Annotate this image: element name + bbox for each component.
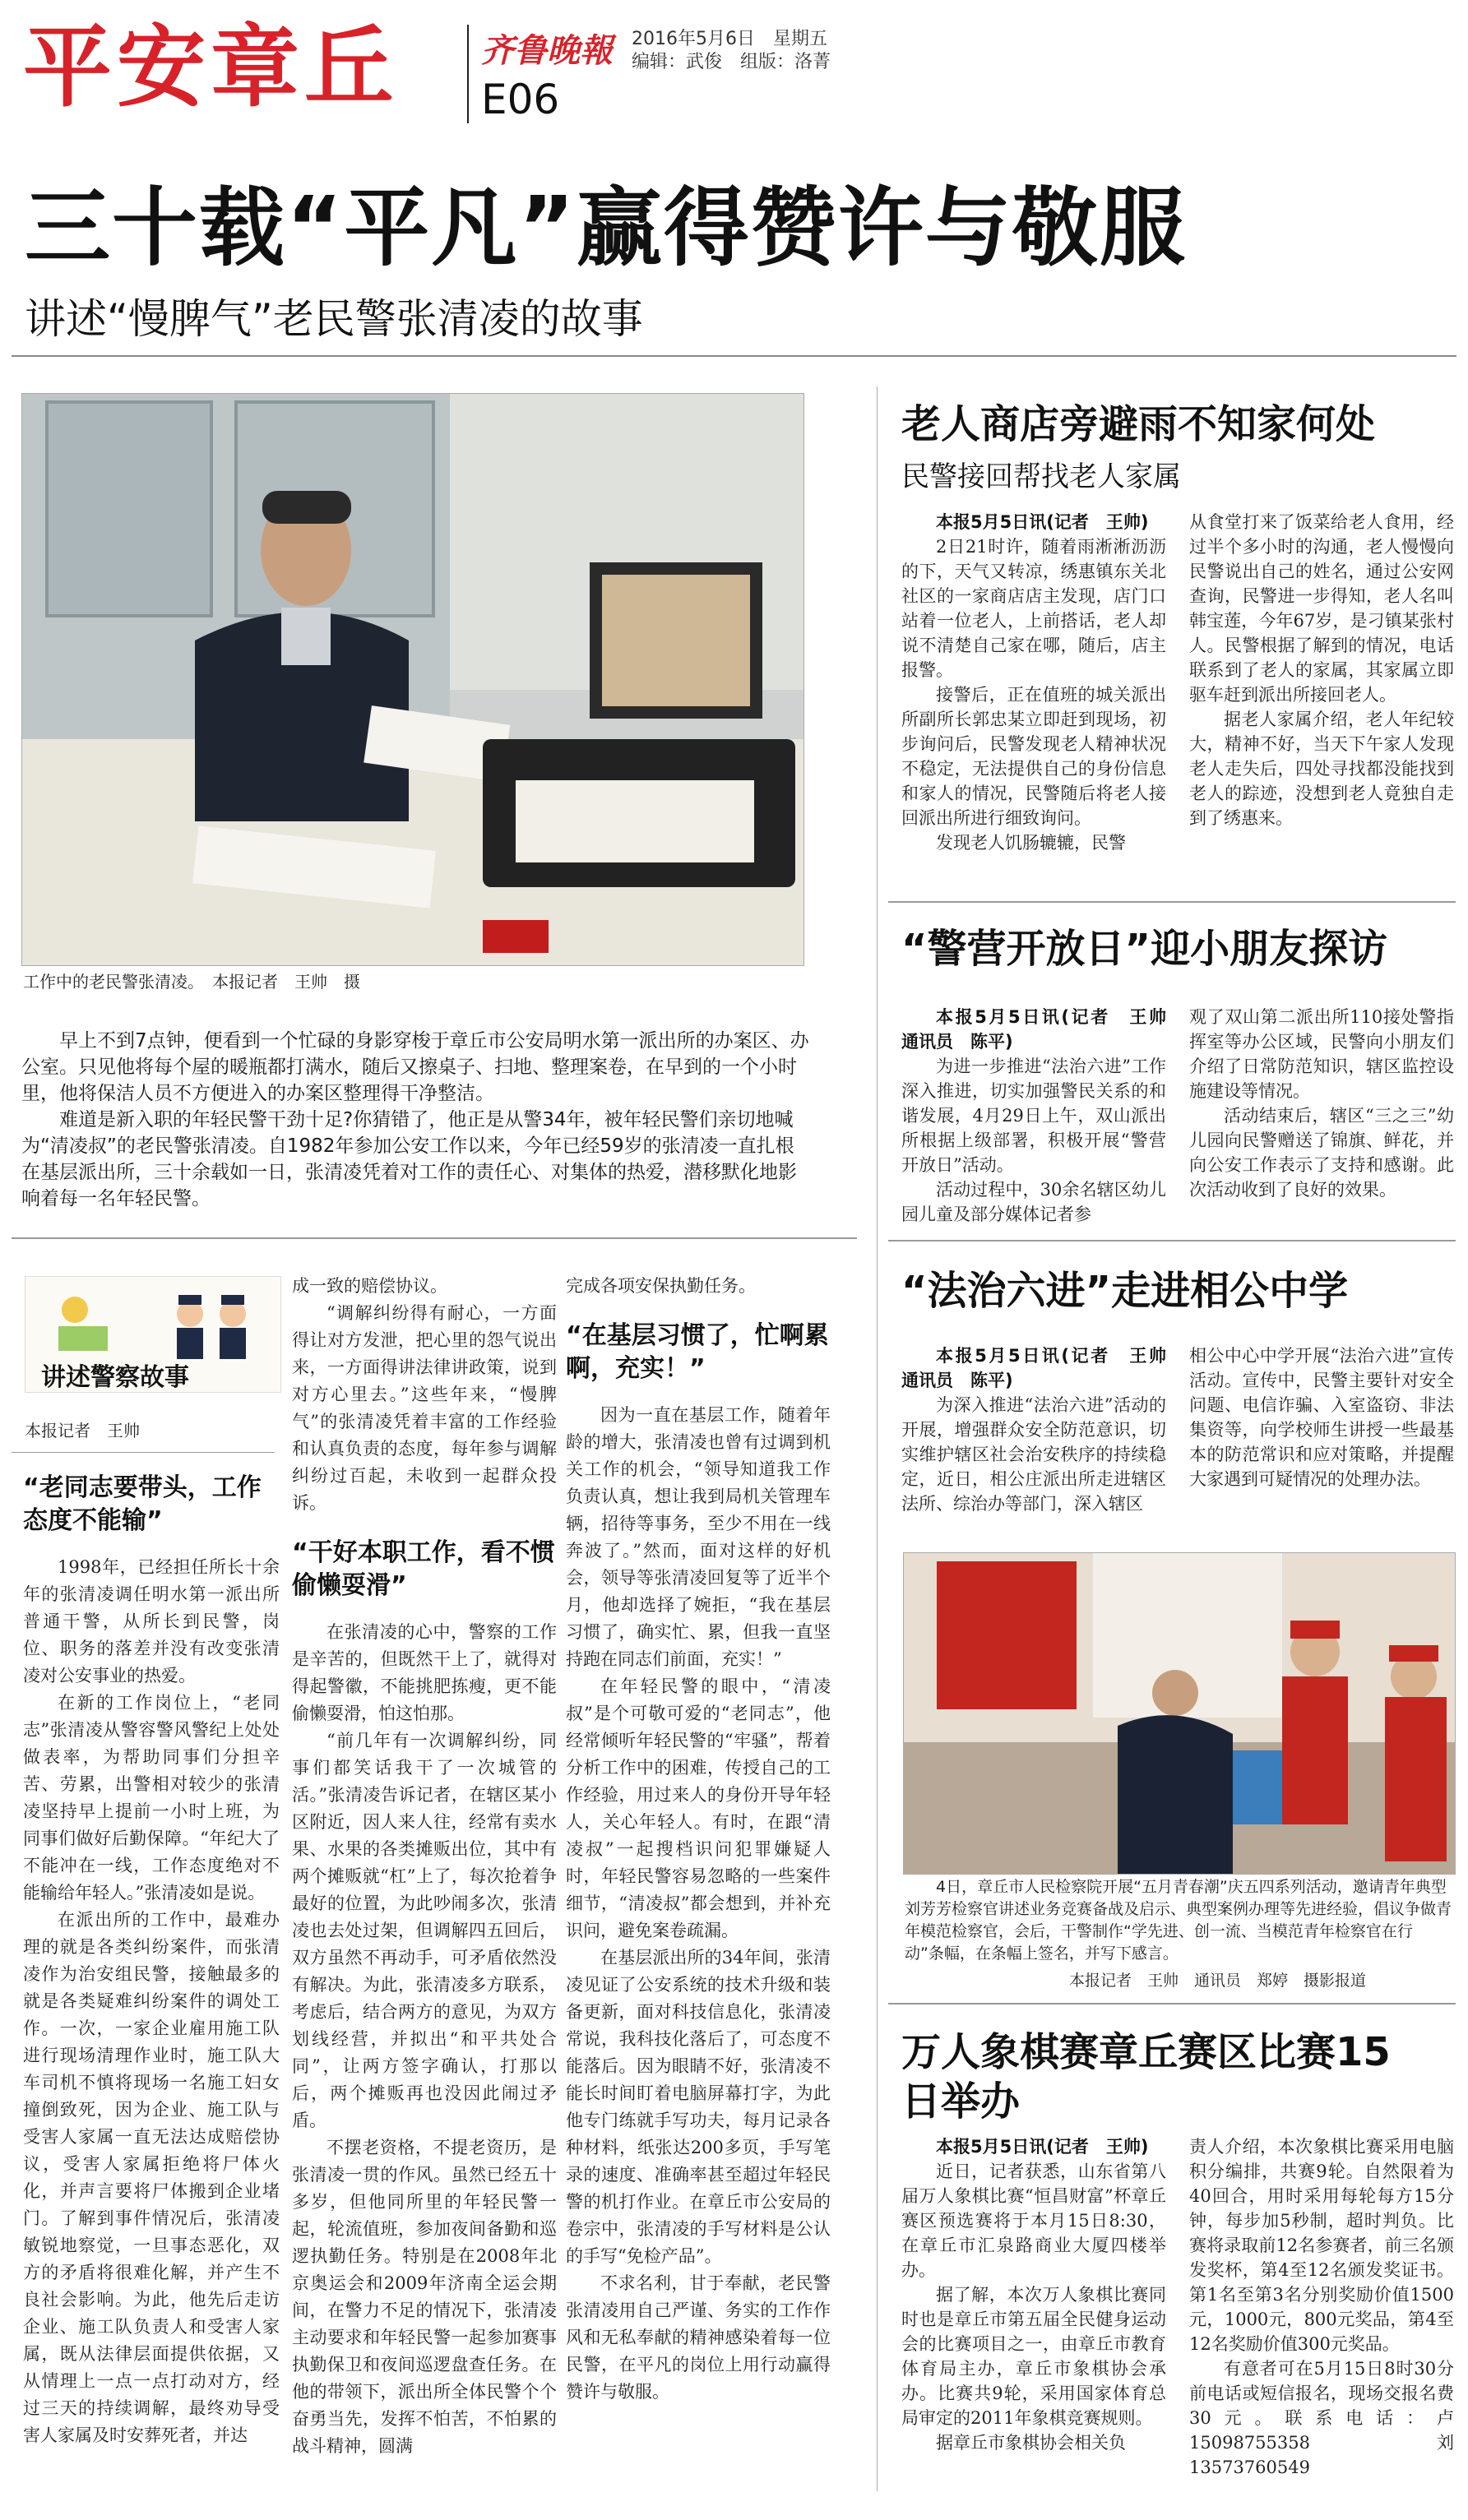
story-paragraph: 活动结束后，辖区“三之三”幼儿园向民警赠送了锦旗、鲜花，并向公安工作表示了支持和感谢。此次活动收到了良好的效果。 bbox=[1189, 1106, 1454, 1200]
editor-credits: 编辑：武俊 组版：洛菁 bbox=[632, 52, 831, 72]
story-paragraph: 为深入推进“法治六进”活动的开展，增强群众安全防范意识，切实维护辖区社会治安秩序的持续稳定，近日，相公庄派出所走进辖区法所、综治办等部门，深入辖区 bbox=[901, 1395, 1166, 1514]
column-divider bbox=[877, 386, 878, 2491]
lead-paragraphs bbox=[21, 1028, 811, 1212]
page-number: E06 bbox=[481, 76, 560, 123]
story-paragraph: 在派出所的工作中，最难办理的就是各类纠纷案件，而张清凌作为治安组民警，接触最多的就是各类疑难纠纷案件的调处工作。一次，一家企业雇用施工队进行现场清理作业时，施工队大车司机不慎将现场一名施工妇女撞倒致死，因为企业、施工队与受害人家属一直无法达成赔偿协议，受害人家属拒绝将尸体火化，并声言要将尸体搬到企业堵门。了解到事件情况后，张清凌敏锐地察觉，一旦事态恶化，双方的矛盾将很难化解，并产生不良社会影响。为此，他先后走访企业、施工队负责人和受害人家属，既从法律层面提供依据，又从情理上一点一点打动对方，经过三天的持续调解，最终劝导受害人家属及时安葬死者，并达 bbox=[23, 1910, 280, 2445]
story-paragraph: 在张清凌的心中，警察的工作是辛苦的，但既然干上了，就得对得起警徽，不能挑肥拣瘦，更不能偷懒耍滑，怕这怕那。 bbox=[292, 1622, 557, 1723]
story-byline: 本报5月5日讯(记者 王帅) bbox=[936, 512, 1149, 532]
story-byline: 本报5月5日讯(记者 王帅) bbox=[936, 2137, 1149, 2157]
side-story-column bbox=[1189, 2134, 1454, 2480]
story-paragraph: 据了解，本次万人象棋比赛同时也是章丘市第五届全民健身运动会的比赛项目之一，由章丘市教育体育局主办，章丘市象棋协会承办。比赛共9轮，采用国家体育总局审定的2011年象棋竞赛规则。 bbox=[901, 2285, 1166, 2428]
story-paragraph: 因为一直在基层工作，随着年龄的增大，张清凌也曾有过调到机关工作的机会，“领导知道我工作负责认真，想让我到局机关管理车辆，招待等事务，至少不用在一线奔波了。”然而，面对这样的好机会，领导等张清凌回复等了近半个月，他却选择了婉拒，“我在基层习惯了，确实忙、累，但我一直坚持跑在同志们前面，充实！” bbox=[566, 1405, 831, 1669]
side-headline: 万人象棋赛章丘赛区比赛15日举办 bbox=[901, 2029, 1391, 2125]
story-paragraph: 在年轻民警的眼中，“清凌叔”是个可敬可爱的“老同志”，他经常倾听年轻民警的“牢骚”，帮着分析工作中的困难，传授自己的工作经验，用过来人的身份开导年轻人，关心年轻人。有时，在跟“清凌叔”一起搜档识问犯罪嫌疑人时，年轻民警容易忽略的一些案件细节，“清凌叔”都会想到，并补充识问，避免案卷疏漏。 bbox=[566, 1676, 831, 1940]
story-byline: 本报5月5日讯(记者 王帅 通讯员 陈平) bbox=[901, 1346, 1183, 1390]
column-heading: “老同志要带头，工作态度不能输” bbox=[23, 1473, 262, 1535]
lead-paragraph: 早上不到7点钟，便看到一个忙碌的身影穿梭于章丘市公安局明水第一派出所的办案区、办公室。只见他将每个屋的暖瓶都打满水，随后又擦桌子、扫地、整理案卷，在早到的一个小时里，他将保洁人员不方便进入的办案区整理得干净整洁。 bbox=[21, 1030, 809, 1104]
officer-photo-illustration bbox=[22, 394, 803, 965]
divider bbox=[12, 355, 1456, 357]
story-paragraph: 相公中心中学开展“法治六进”宣传活动。宣传中，民警主要针对安全问题、电信诈骗、入室盗窃、非法集资等，向学校师生讲授一些最基本的防范常识和应对策略，并提醒大家遇到可疑情况的处理办法。 bbox=[1189, 1346, 1454, 1489]
market-inspection-illustration bbox=[904, 1553, 1455, 1874]
story-paragraph: 责人介绍，本次象棋比赛采用电脑积分编排，共赛9轮。自然限着为40回合，用时采用每轮每方15分钟，每步加5秒制，超时判负。比赛将录取前12名参赛者，前三名颁发奖杯，第4至12名颁发奖证书。第1名至第3名分别奖励价值1500元，1000元，800元奖品，第4至12名奖励价值300元奖品。 bbox=[1189, 2137, 1454, 2354]
side-headline: 老人商店旁避雨不知家何处 bbox=[901, 401, 1376, 447]
side-story-column bbox=[901, 1343, 1183, 1516]
side-story-column bbox=[901, 2134, 1166, 2455]
side-subheadline: 民警接回帮找老人家属 bbox=[901, 460, 1181, 493]
section-label: 讲述警察故事 bbox=[41, 1363, 189, 1392]
story-column-1 bbox=[23, 1472, 280, 2449]
story-paragraph: 成一致的赔偿协议。 bbox=[292, 1276, 447, 1296]
officer-photo bbox=[21, 393, 804, 966]
story-paragraph: 为进一步推进“法治六进”工作深入推进，切实加强警民关系的和谐发展，4月29日上午，双山派出所根据上级部署，积极开展“警营开放日”活动。 bbox=[901, 1057, 1166, 1175]
story-paragraph: 在新的工作岗位上，“老同志”张清凌从警容警风警纪上处处做表率，为帮助同事们分担辛苦、劳累，出警相对较少的张清凌坚持早上提前一小时上班，为同事们做好后勤保障。“年纪大了不能冲在一线，工作态度绝对不能输给年轻人。”张清凌如是说。 bbox=[23, 1693, 280, 1903]
story-paragraph: 不摆老资格，不提老资历，是张清凌一贯的作风。虽然已经五十多岁，但他同所里的年轻民警一起，轮流值班，参加夜间备勤和巡逻执勤任务。特别是在2008年北京奥运会和2009年济南全运会期间，在警力不足的情况下，张清凌主动要求和年轻民警一起参加赛事执勤保卫和夜间巡逻盘查任务。在他的带领下，派出所全体民警个个奋勇当先，发挥不怕苦，不怕累的战斗精神，圆满 bbox=[292, 2138, 557, 2456]
story-paragraph: 据老人家属介绍，老人年纪较大，精神不好，当天下午家人发现老人走失后，四处寻找都没能找到老人的踪迹，没想到老人竟独自走到了绣惠来。 bbox=[1189, 710, 1454, 828]
photo-caption: 工作中的老民警张清凌。 本报记者 王帅 摄 bbox=[23, 972, 360, 992]
story-paragraph: 近日，记者获悉，山东省第八届万人象棋比赛“恒昌财富”杯章丘赛区预选赛将于本月15日8:30，在章丘市汇泉路商业大厦四楼举办。 bbox=[901, 2162, 1166, 2280]
story-paragraph: 据章丘市象棋协会相关负 bbox=[936, 2433, 1126, 2453]
divider bbox=[888, 901, 1456, 903]
story-paragraph: “前几年有一次调解纠纷，同事们都笑话我干了一次城管的活。”张清凌告诉记者，在辖区某小区附近，因人来人往，经常有卖水果、水果的各类摊贩出位，其中有两个摊贩就“杠”上了，每次抢着争最好的位置，为此吵闹多次，张清凌也去处过架，但调解四五回后，双方虽然不再动手，可矛盾依然没有解决。为此，张清凌多方联系，考虑后，结合两方的意见，为双方划线经营，并拟出“和平共处合同”，让两方签字确认，打那以后，两个摊贩再也没因此闹过矛盾。 bbox=[292, 1731, 557, 2130]
side-story-column bbox=[1189, 1343, 1454, 1491]
story-paragraph: 从食堂打来了饭菜给老人食用，经过半个多小时的沟通，老人慢慢向民警说出自己的姓名，通过公安网查询，民警进一步得知，老人名叫韩宝莲，今年67岁，是刁镇某张村人。民警根据了解到的情况，电话联系到了老人的家属，其家属立即驱车赶到派出所接回老人。 bbox=[1189, 512, 1454, 705]
market-inspection-photo bbox=[903, 1552, 1456, 1875]
issue-date: 2016年5月6日 星期五 bbox=[632, 29, 827, 49]
story-paragraph: 有意者可在5月15日8时30分前电话或短信报名，现场交报名费30元。联系电话：卢15098755358 刘13573760549 bbox=[1189, 2359, 1454, 2477]
side-story-column bbox=[901, 1005, 1183, 1227]
reporter-byline: 本报记者 王帅 bbox=[25, 1421, 140, 1440]
story-paragraph: 在基层派出所的34年间，张清凌见证了公安系统的技术升级和装备更新，面对科技信息化，张清凌常说，我科技化落后了，可态度不能落后。因为眼睛不好，张清凌不能长时间盯着电脑屏幕打字，为此他专门练就手写功夫，每月记录各种材料，纸张达200多页，手写笔录的速度、准确率甚至超过年轻民警的机打作业。在章丘市公安局的卷宗中，张清凌的手写材料是公认的手写“免检产品”。 bbox=[566, 1948, 831, 2266]
story-byline: 本报5月5日讯(记者 王帅 通讯员 陈平) bbox=[901, 1007, 1183, 1052]
photo-caption: 4日，章丘市人民检察院开展“五月青春潮”庆五四系列活动，邀请青年典型刘芳芳检察官讲述业务竞赛备战及启示、典型案例办理等先进经验，倡议争做青年模范检察官，会后，干警制作“学先进、创一流、当模范青年检察官在行动”条幅，在条幅上签名，并写下感言。 bbox=[905, 1878, 1452, 1963]
story-paragraph: 发现老人饥肠辘辘，民警 bbox=[936, 833, 1126, 853]
divider bbox=[888, 1240, 1456, 1242]
newspaper-logo: 齐鲁晚報 bbox=[481, 31, 613, 70]
story-column-2 bbox=[292, 1273, 557, 2460]
story-paragraph: “调解纠纷得有耐心，一方面得让对方发泄，把心里的怨气说出来，一方面得讲法律讲政策，说到对方心里去。”这些年来，“慢脾气”的张清凌凭着丰富的工作经验和认真负责的态度，每年参与调解纠纷过百起，未收到一起群众投诉。 bbox=[292, 1303, 557, 1513]
column-heading: “在基层习惯了，忙啊累啊，充实！” bbox=[566, 1321, 829, 1383]
masthead-title: 平安章丘 bbox=[23, 16, 399, 119]
story-paragraph: 2日21时许，随着雨淅淅沥沥的下，天气又转凉，绣惠镇东关北社区的一家商店店主发现，店门口站着一位老人，上前搭话，老人却说不清楚自己家在哪，随后，店主报警。 bbox=[901, 537, 1166, 680]
story-paragraph: 接警后，正在值班的城关派出所副所长郭忠某立即赶到现场，初步询问后，民警发现老人精神状况不稳定，无法提供自己的身份信息和家人的情况，民警随后将老人接回派出所进行细致询问。 bbox=[901, 685, 1166, 828]
story-paragraph: 不求名利，甘于奉献，老民警张清凌用自己严谨、务实的工作作风和无私奉献的精神感染着每一位民警，在平凡的岗位上用行动赢得赞许与敬服。 bbox=[566, 2273, 831, 2402]
divider bbox=[12, 1452, 275, 1453]
column-heading: “干好本职工作，看不惯偷懒耍滑” bbox=[292, 1538, 555, 1600]
side-story-column bbox=[1189, 510, 1454, 830]
side-story-column bbox=[901, 510, 1166, 855]
side-story-column bbox=[1189, 1005, 1454, 1202]
lead-paragraph: 难道是新入职的年轻民警干劲十足?你猜错了，他正是从警34年，被年轻民警们亲切地喊为“清凌叔”的老民警张清凌。自1982年参加公安工作以来，今年已经59岁的张清凌一直扎根在基层派出所，三十余载如一日，张清凌凭着对工作的责任心、对集体的热爱，潜移默化地影响着每一名年轻民警。 bbox=[21, 1109, 797, 1209]
side-headline: “警营开放日”迎小朋友探访 bbox=[901, 926, 1388, 972]
masthead-divider bbox=[467, 25, 469, 123]
story-paragraph: 完成各项安保执勤任务。 bbox=[566, 1276, 756, 1296]
side-headline: “法治六进”走进相公中学 bbox=[901, 1268, 1349, 1314]
story-paragraph: 活动过程中，30余名辖区幼儿园儿童及部分媒体记者参 bbox=[901, 1180, 1166, 1224]
main-subheadline: 讲述“慢脾气”老民警张清凌的故事 bbox=[25, 295, 643, 343]
divider bbox=[12, 1237, 857, 1239]
divider bbox=[888, 2003, 1456, 2004]
story-column-3 bbox=[566, 1273, 831, 2406]
story-paragraph: 1998年，已经担任所长十余年的张清凌调任明水第一派出所普通干警，从所长到民警，岗位、职务的落差并没有改变张清凌对公安事业的热爱。 bbox=[23, 1557, 280, 1685]
story-paragraph: 观了双山第二派出所110接处警指挥室等办公区域，民警向小朋友们介绍了日常防范知识，辖区监控设施建设等情况。 bbox=[1189, 1007, 1454, 1101]
main-headline: 三十载“平凡”赢得赞许与敬服 bbox=[25, 178, 1187, 278]
photo-credit: 本报记者 王帅 通讯员 郑婷 摄影报道 bbox=[1069, 1972, 1367, 1990]
